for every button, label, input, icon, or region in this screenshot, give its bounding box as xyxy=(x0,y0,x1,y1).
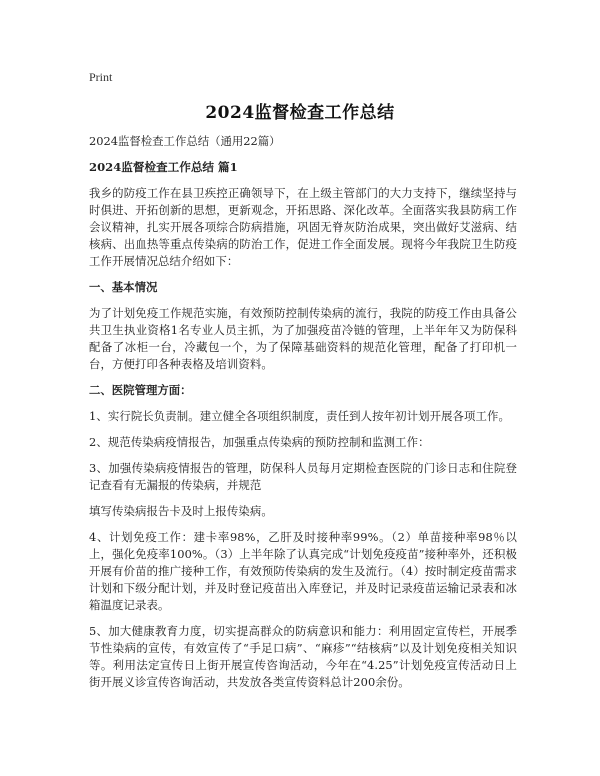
intro-paragraph: 我乡的防疫工作在县卫疾控正确领导下，在上级主管部门的大力支持下，继续坚持与时俱进、开拓创新的思想，更新观念，开拓思路、深化改革。全面落实我县防病工作会议精神，扎实开展各项综合防病措施，巩固无脊灰防治成果，突出做好艾滋病、结核病、出血热等重点传染病的防治工作，促进工作全面发展。现将今年我院卫生防疫工作开展情况总结介绍如下： xyxy=(89,186,517,268)
list-item-3-continued: 填写传染病报告卡及时上报传染病。 xyxy=(89,504,273,518)
document-body xyxy=(89,133,517,700)
list-item-3: 3、加强传染病疫情报告的管理，防保科人员每月定期检查医院的门诊日志和住院登记查看有无漏报的传染病，并规范 xyxy=(89,461,517,492)
list-item-1: 1、实行院长负责制。建立健全各项组织制度，责任到人按年初计划开展各项工作。 xyxy=(89,409,511,423)
heading-basic-info: 一、基本情况 xyxy=(89,280,158,294)
basic-info-paragraph: 为了计划免疫工作规范实施，有效预防控制传染病的流行，我院的防疫工作由具备公共卫生执业资格1名专业人员主抓，为了加强疫苗冷链的管理，上半年年又为防保科配备了冰柜一台，冷藏包一个，为了保障基础资料的规范化管理，配备了打印机一台，方便打印各种表格及培训资料。 xyxy=(89,306,517,371)
list-item-4: 4、计划免疫工作：建卡率98%，乙肝及时接种率99%。（2）单苗接种率98％以上，强化免疫率100%。（3）上半年除了认真完成“计划免疫疫苗”接种率外，还积极开展有价苗的推广接种工作，有效预防传染病的发生及流行。（4）按时制定疫苗需求计划和下级分配计划，并及时登记疫苗出入库登记，并及时记录疫苗运输记录表和冰箱温度记录表。 xyxy=(89,530,517,612)
list-item-5: 5、加大健康教育力度，切实提高群众的防病意识和能力：利用固定宣传栏，开展季节性染病的宣传，有效宣传了“手足口病”、“麻疹”“结核病”以及计划免疫相关知识等。利用法定宣传日上街开展宣传咨询活动，今年在“4.25”计划免疫宣传活动日上街开展义诊宣传咨询活动，共发放各类宣传资料总计200余份。 xyxy=(89,624,517,689)
page-title: 2024监督检查工作总结 xyxy=(205,103,395,123)
document-subtitle: 2024监督检查工作总结（通用22篇） xyxy=(89,134,281,148)
list-item-2: 2、规范传染病疫情报告，加强重点传染病的预防控制和监测工作： xyxy=(89,435,430,449)
print-link[interactable]: Print xyxy=(89,70,113,84)
section-heading: 2024监督检查工作总结 篇1 xyxy=(89,160,238,174)
heading-hospital-management: 二、医院管理方面： xyxy=(89,383,192,397)
